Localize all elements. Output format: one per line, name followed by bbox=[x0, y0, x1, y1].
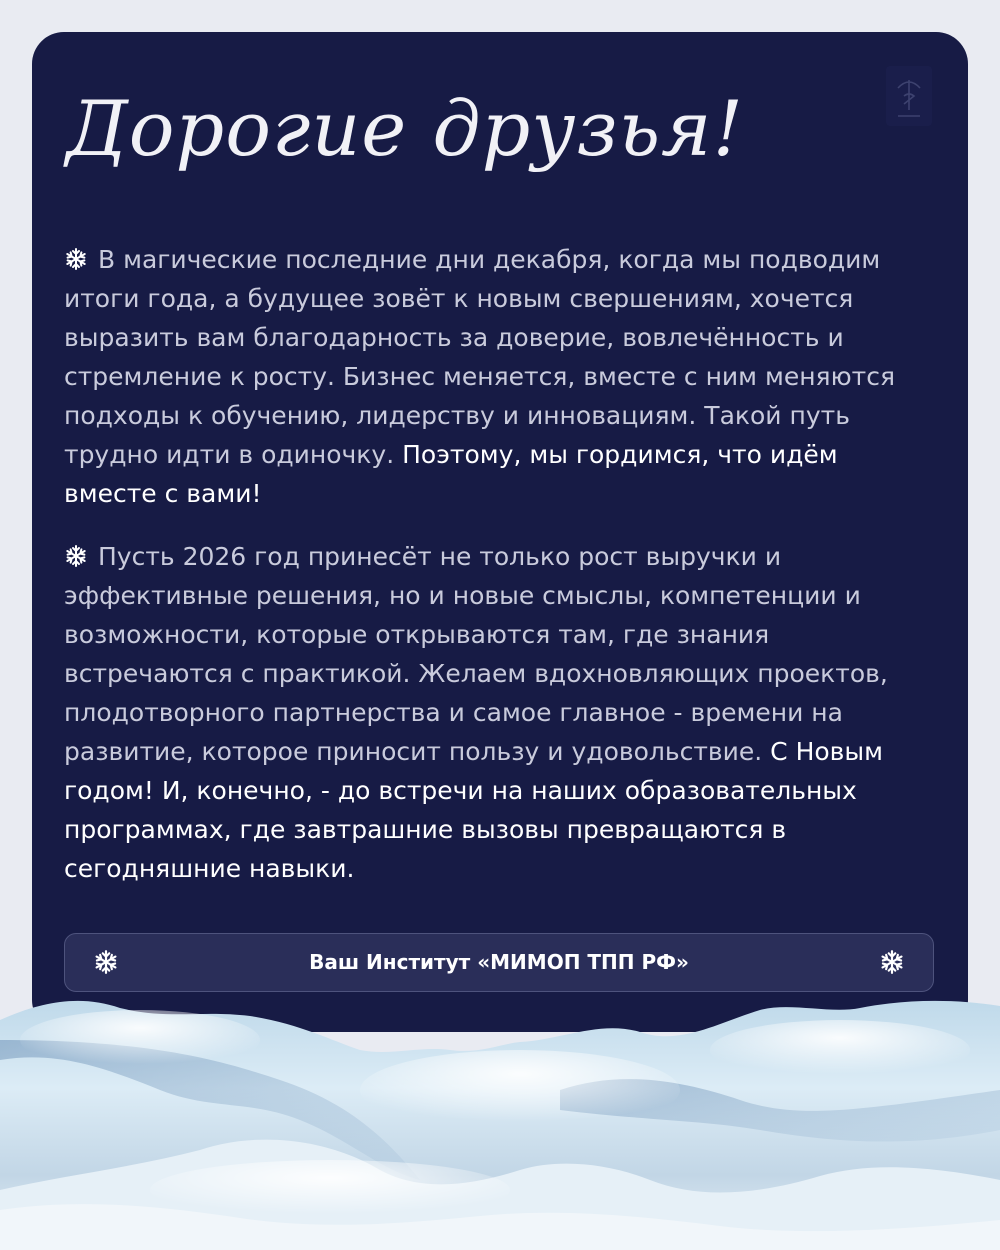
greeting-card bbox=[32, 32, 968, 1032]
paragraph-2-highlight: С Новым годом! И, конечно, - до встречи на наших образовательных программах, где завтрашние вызовы превращаются в сегодняшние навыки. bbox=[64, 737, 884, 883]
greeting-paragraph-2 bbox=[64, 537, 936, 888]
snowflake-icon bbox=[879, 949, 905, 975]
paragraph-2-text: Пусть 2026 год принесёт не только рост выручки и эффективные решения, но и новые смыслы, компетенции и возможности, которые открываются там, где знания встречаются с практикой. Желаем вдохновляющих проектов, плодотворного партнерства и самое главное - времени на развитие, которое приносит пользу и удовольствие. bbox=[64, 542, 888, 766]
greeting-title: Дорогие друзья! bbox=[66, 84, 745, 173]
greeting-paragraph-1 bbox=[64, 240, 936, 513]
paragraph-1-highlight: Поэтому, мы гордимся, что идём вместе с вами! bbox=[64, 440, 838, 508]
institute-logo bbox=[886, 66, 932, 126]
snowflake-icon bbox=[64, 544, 88, 568]
snowflake-icon bbox=[64, 247, 88, 271]
paragraph-1-text: В магические последние дни декабря, когда мы подводим итоги года, а будущее зовёт к новым свершениям, хочется выразить вам благодарность за доверие, вовлечённость и стремление к росту. Бизнес меняется, вместе с ним меняются подходы к обучению, лидерству и инновациям. Такой путь трудно идти в одиночку. bbox=[64, 245, 895, 469]
snowdrift-decoration bbox=[0, 980, 1000, 1250]
signature-text: Ваш Институт «МИМОП ТПП РФ» bbox=[309, 950, 689, 974]
